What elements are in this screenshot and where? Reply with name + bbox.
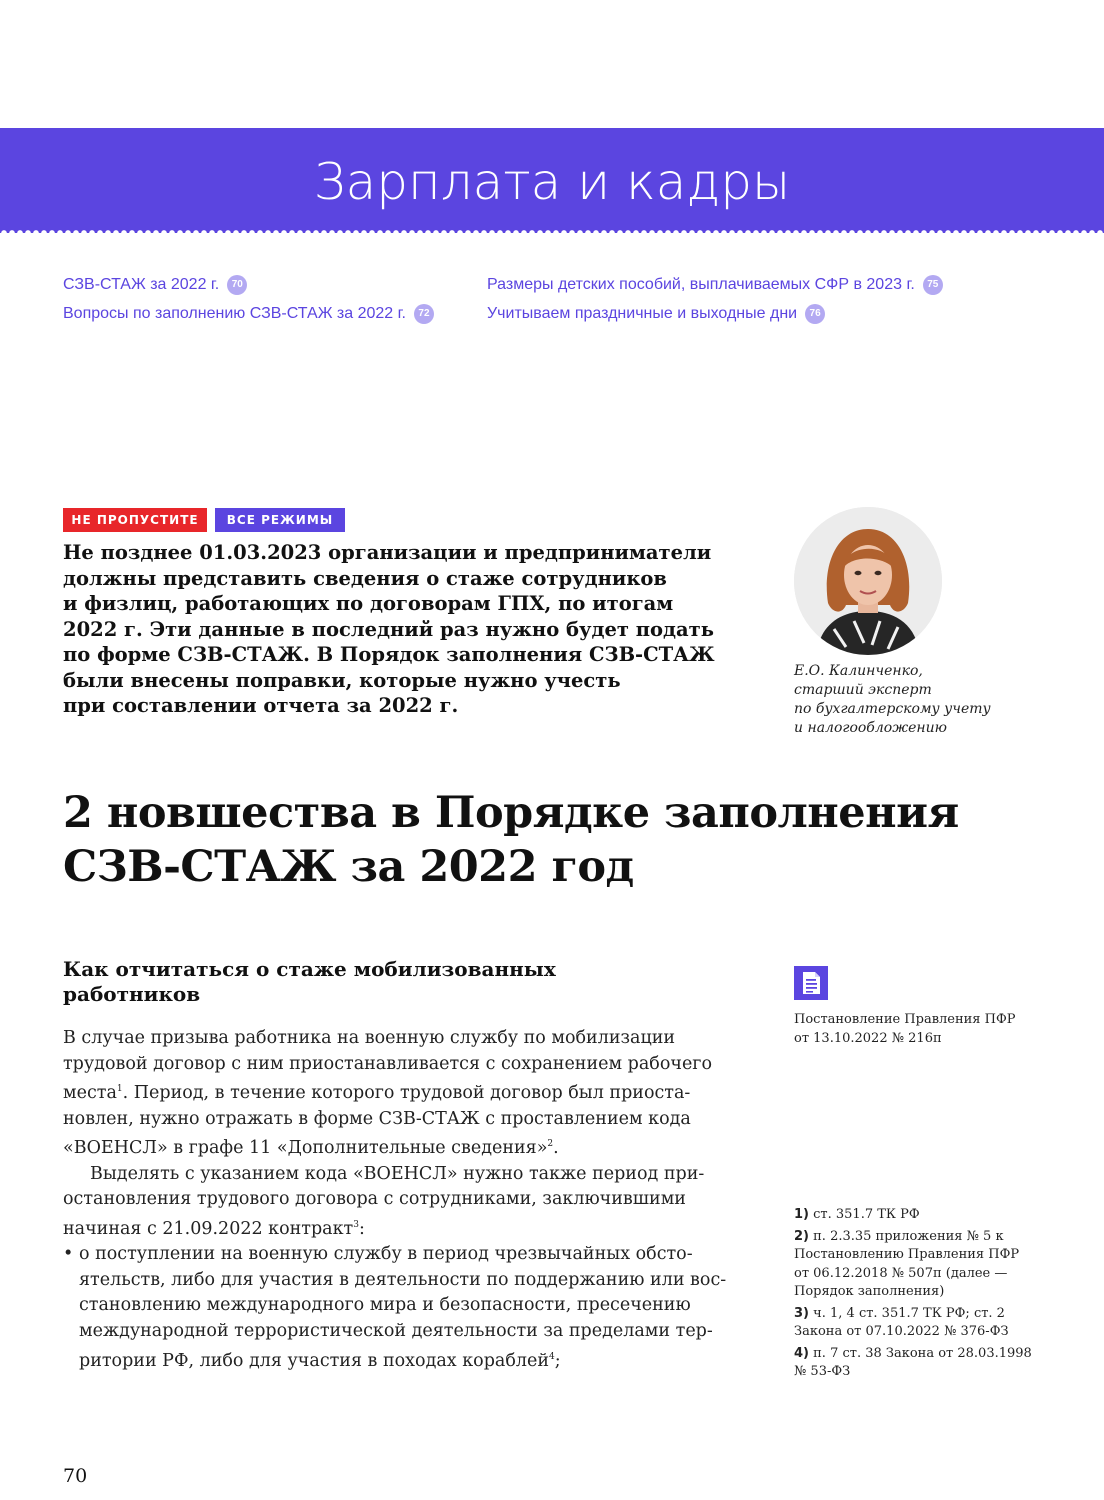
footnote-text: п. 7 ст. 38 Закона от 28.03.1998 № 53-ФЗ — [794, 1345, 1032, 1379]
footnote-ref[interactable]: 1 — [116, 1084, 123, 1095]
author-role-line: старший эксперт — [794, 682, 932, 698]
text-run: о поступлении на военную службу в период чрезвычайных обстоятельств, либо для участия в деятельности по поддержанию или восстановлению международного мира и безопасности, пресечению международной террористической деятельности за пределами территории РФ, либо для участия в походах кораблей — [79, 1244, 727, 1371]
toc-item[interactable] — [487, 270, 943, 299]
toc-item[interactable] — [63, 270, 434, 299]
lead-line: Не позднее 01.03.2023 организации и предприниматели — [63, 541, 712, 564]
lead-line: были внесены поправки, которые нужно учесть — [63, 668, 621, 692]
toc-item[interactable] — [487, 299, 943, 328]
text-run: Выделять с указанием кода «ВОЕНСЛ» нужно также период приостановления трудового договора с сотрудниками, заключившими начиная с 21.09.2022 контракт — [63, 1163, 705, 1239]
footnote-text: ст. 351.7 ТК РФ — [813, 1207, 920, 1222]
lead-line: 2022 г. Эти данные в последний раз нужно будет подать — [63, 617, 714, 641]
text-run: . Период, в течение которого трудовой договор был приостановлен, нужно отражать в форме СЗВ-СТАЖ с проставлением кода «ВОЕНСЛ» в графе 11 «Дополнительные сведения» — [63, 1083, 691, 1159]
author-role-line: и налогообложению — [794, 720, 947, 736]
author-photo — [794, 507, 942, 655]
toc-right — [487, 270, 943, 328]
footnote-text: п. 2.3.35 приложения № 5 к Постановлению Правления ПФР от 06.12.2018 № 507п (далее — Порядок заполнения) — [794, 1228, 1020, 1299]
author-caption — [794, 662, 991, 738]
text-run: . — [553, 1138, 559, 1159]
tag-all-regimes: ВСЕ РЕЖИМЫ — [215, 508, 345, 532]
document-icon — [794, 966, 828, 1000]
legal-reference: Постановление Правления ПФР от 13.10.2022 № 216п — [794, 1012, 1016, 1046]
page-number: 70 — [63, 1465, 88, 1487]
footnote — [794, 1206, 1034, 1225]
article-title-line: СЗВ-СТАЖ за 2022 год — [63, 842, 634, 892]
footnote-text: ч. 1, 4 ст. 351.7 ТК РФ; ст. 2 Закона от 07.10.2022 № 376-ФЗ — [794, 1305, 1009, 1339]
page-badge: 72 — [414, 304, 434, 324]
section-title: Зарплата и кадры — [313, 153, 791, 211]
text-run: В случае призыва работника на военную службу по мобилизации трудовой договор с ним приостанавливается с сохранением рабочего места — [63, 1028, 713, 1104]
footnote — [794, 1228, 1034, 1302]
text-run: ; — [554, 1350, 561, 1371]
footnote-ref[interactable]: 4 — [549, 1351, 555, 1362]
author-role-line: по бухгалтерскому учету — [794, 701, 991, 717]
article-title-line: 2 новшества в Порядке заполнения — [63, 788, 959, 838]
lead-paragraph — [63, 540, 743, 719]
lead-line: должны представить сведения о стаже сотрудников — [63, 566, 667, 590]
author-portrait-illustration — [794, 507, 942, 655]
page-badge: 76 — [805, 304, 825, 324]
footnotes — [794, 1206, 1034, 1385]
footnote-ref[interactable]: 2 — [547, 1139, 554, 1150]
article-subtitle: Как отчитаться о стаже мобилизованных работников — [63, 957, 556, 1006]
lead-line: и физлиц, работающих по договорам ГПХ, по итогам — [63, 592, 674, 615]
author-name: Е.О. Калинченко, — [794, 663, 923, 679]
tag-dont-miss: НЕ ПРОПУСТИТЕ — [63, 508, 207, 532]
text-run: : — [358, 1218, 365, 1239]
toc-item-label: Учитываем праздничные и выходные дни — [487, 304, 798, 322]
footnote — [794, 1305, 1034, 1342]
toc-item-label: Вопросы по заполнению СЗВ-СТАЖ за 2022 г. — [63, 304, 406, 322]
article-title — [63, 786, 1063, 894]
footnote-number: 2) — [794, 1228, 809, 1244]
article-body — [63, 1026, 741, 1374]
paragraph — [63, 1026, 741, 1162]
footnote-number: 4) — [794, 1345, 809, 1361]
toc-item-label: Размеры детских пособий, выплачиваемых СФР в 2023 г. — [487, 275, 915, 293]
toc-left — [63, 270, 434, 328]
footnote-ref[interactable]: 3 — [353, 1219, 359, 1230]
footnote — [794, 1345, 1034, 1382]
toc-item-label: СЗВ-СТАЖ за 2022 г. — [63, 275, 220, 293]
footnote-number: 1) — [794, 1207, 809, 1222]
bullet-item — [63, 1242, 741, 1374]
paragraph — [63, 1162, 741, 1243]
toc-item[interactable] — [63, 299, 434, 328]
page-badge: 70 — [227, 275, 247, 295]
page-badge: 75 — [923, 275, 943, 295]
lead-line: по форме СЗВ-СТАЖ. В Порядок заполнения СЗВ-СТАЖ — [63, 643, 715, 666]
footnote-number: 3) — [794, 1305, 809, 1321]
lead-line: при составлении отчета за 2022 г. — [63, 694, 459, 717]
